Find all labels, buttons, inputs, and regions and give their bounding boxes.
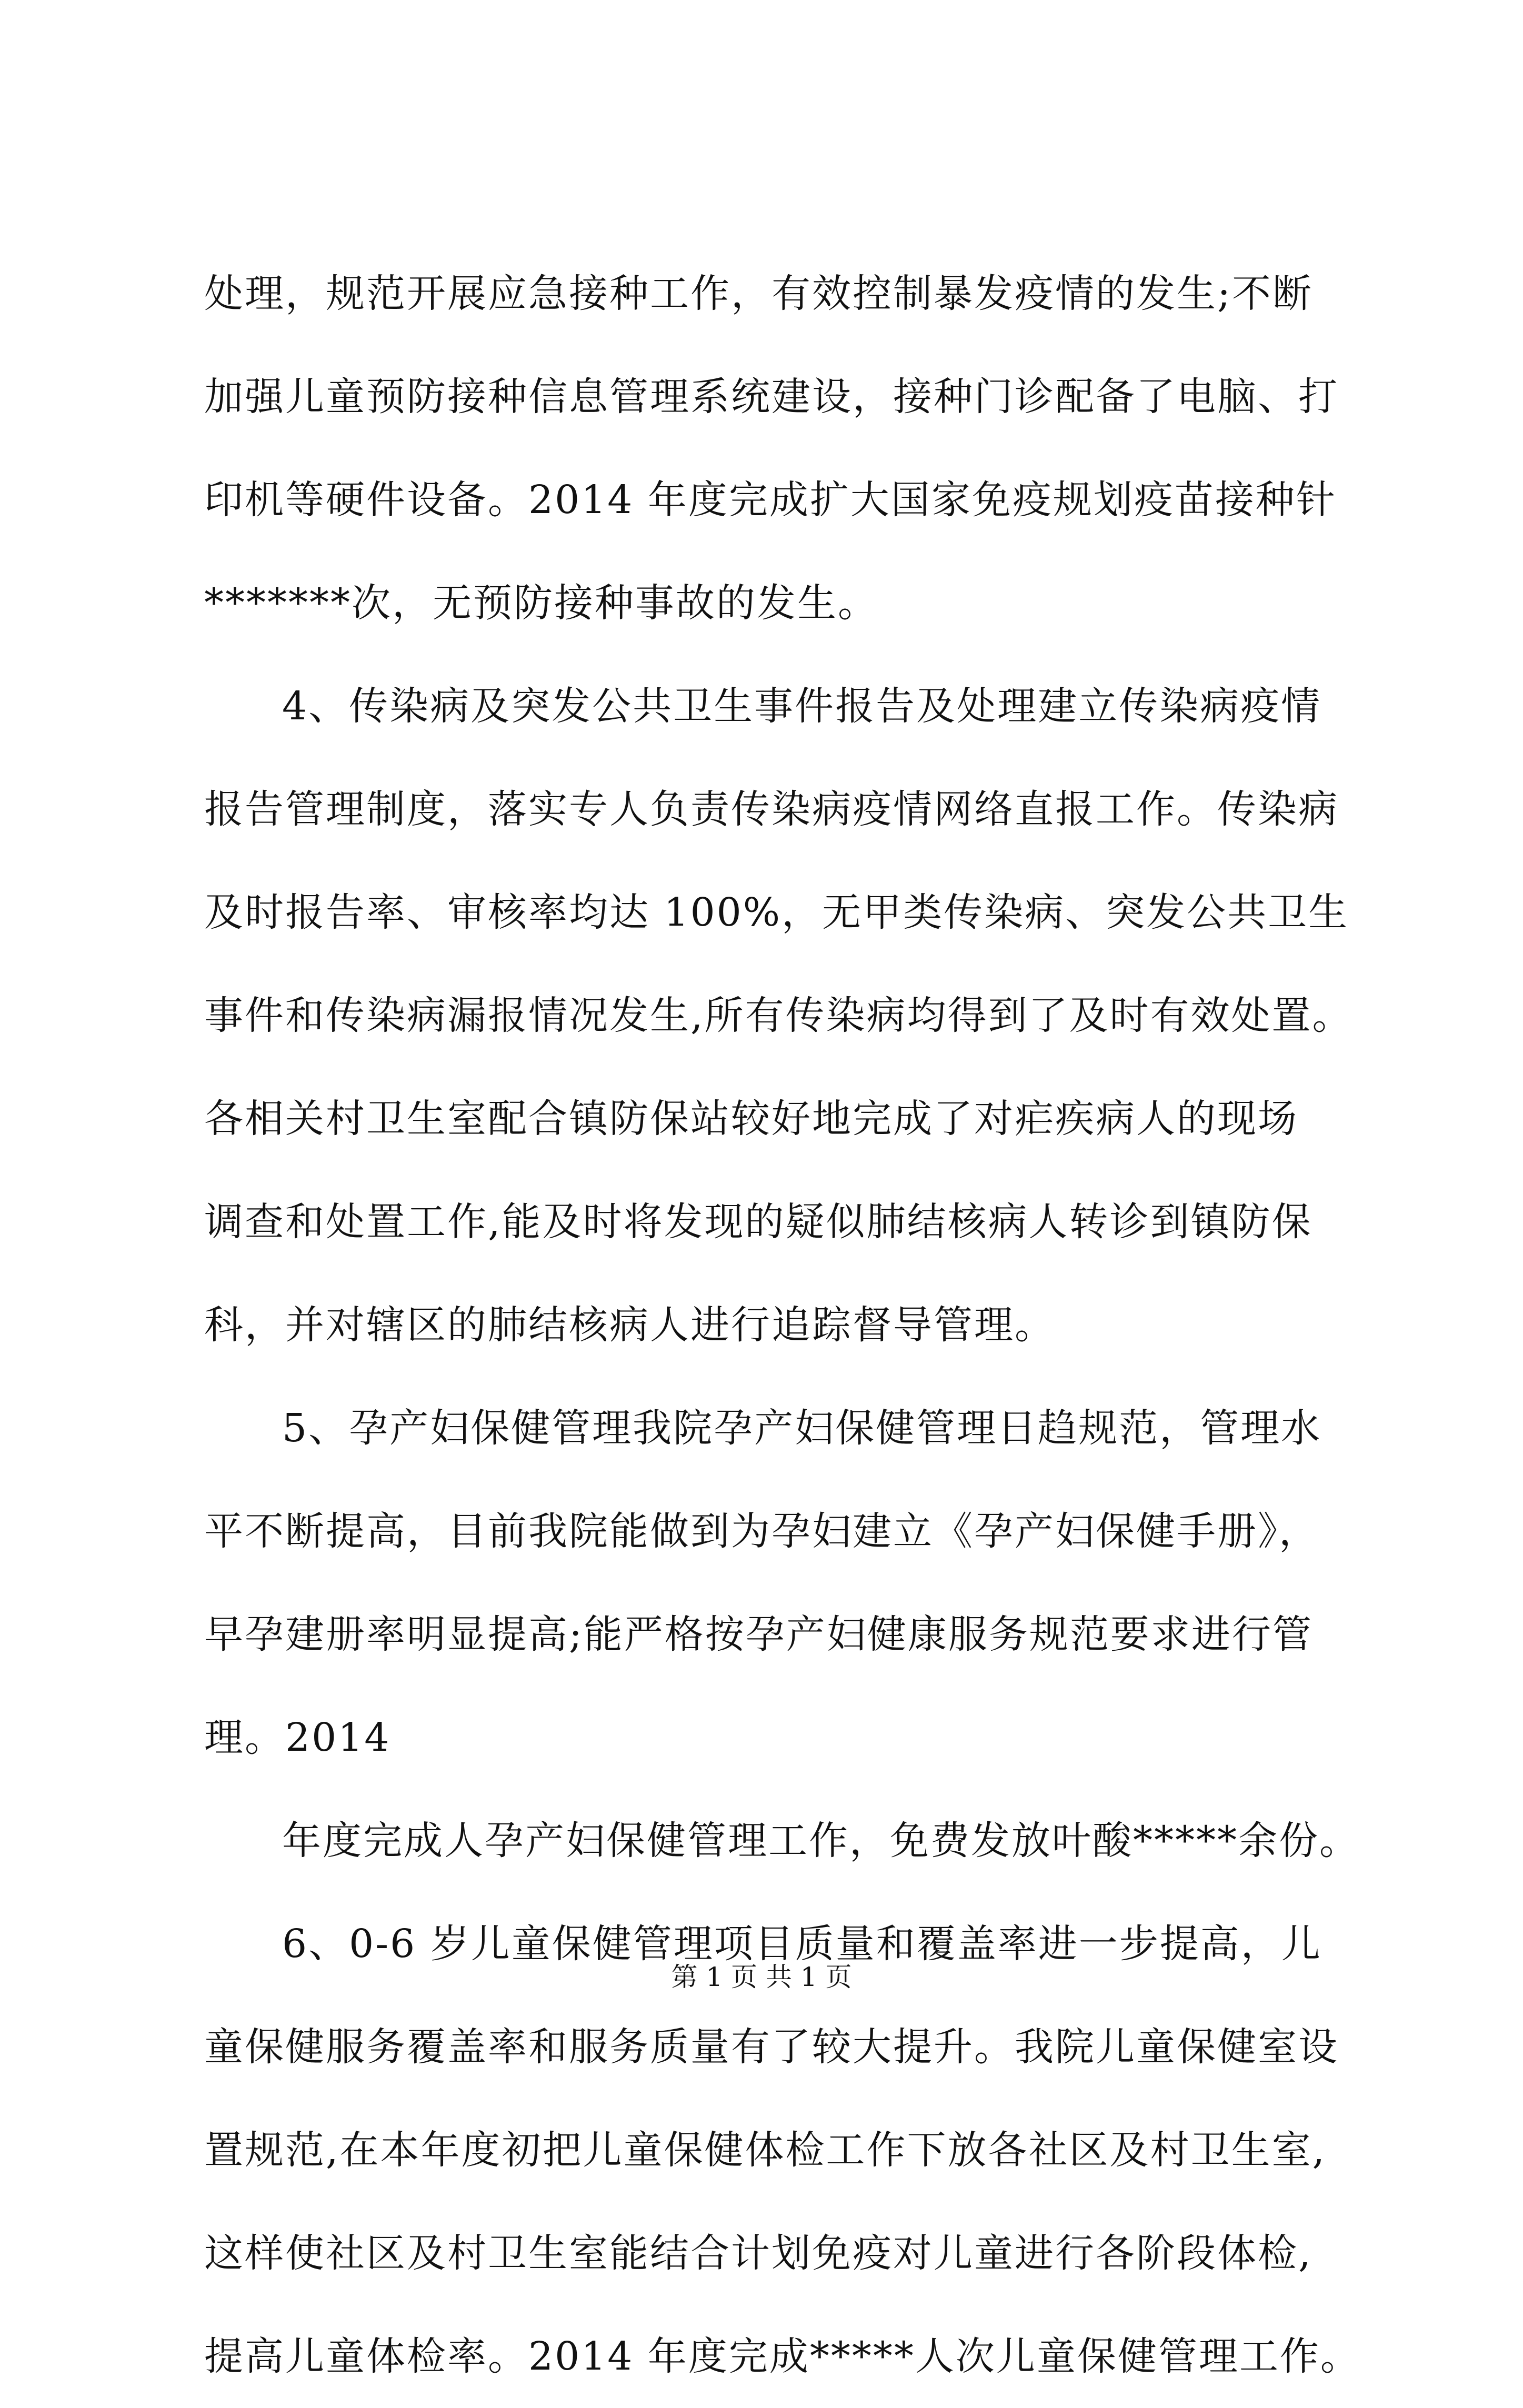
text-line: *******次，无预防接种事故的发生。	[204, 580, 878, 626]
text-line: 平不断提高，目前我院能做到为孕妇建立《孕产妇保健手册》，	[204, 1509, 1319, 1554]
text-line: 加强儿童预防接种信息管理系统建设，接种门诊配备了电脑、打	[204, 374, 1339, 419]
paragraph-start-line: 6、0-6 岁儿童保健管理项目质量和覆盖率进一步提高，儿	[282, 1921, 1322, 1966]
paragraph-start-line: 5、孕产妇保健管理我院孕产妇保健管理日趋规范，管理水	[282, 1406, 1322, 1451]
text-line: 及时报告率、审核率均达 100%，无甲类传染病、突发公共卫生	[204, 890, 1349, 935]
paragraph-start-line: 年度完成人孕产妇保健管理工作，免费发放叶酸*****余份。	[282, 1818, 1360, 1863]
text-line: 这样使社区及村卫生室能结合计划免疫对儿童进行各阶段体检,	[204, 2231, 1312, 2276]
text-line: 早孕建册率明显提高;能严格按孕产妇健康服务规范要求进行管	[204, 1612, 1313, 1657]
document-body	[204, 242, 1361, 2408]
page-footer	[0, 1959, 1523, 1995]
text-line: 置规范,在本年度初把儿童保健体检工作下放各社区及村卫生室,	[204, 2128, 1327, 2173]
text-line: 提高儿童体检率。2014 年度完成*****人次儿童保健管理工作。	[204, 2334, 1361, 2379]
text-line: 童保健服务覆盖率和服务质量有了较大提升。我院儿童保健室设	[204, 2024, 1339, 2070]
text-line: 科，并对辖区的肺结核病人进行追踪督导管理。	[204, 1302, 1055, 1348]
text-line: 各相关村卫生室配合镇防保站较好地完成了对疟疾病人的现场	[204, 1096, 1298, 1141]
page-number-label: 第 1 页 共 1 页	[671, 1962, 852, 1992]
text-line: 调查和处置工作,能及时将发现的疑似肺结核病人转诊到镇防保	[204, 1199, 1312, 1245]
text-line: 事件和传染病漏报情况发生,所有传染病均得到了及时有效处置。	[204, 993, 1353, 1038]
paragraph-start-line: 4、传染病及突发公共卫生事件报告及处理建立传染病疫情	[282, 684, 1322, 729]
text-line: 理。2014	[204, 1715, 391, 1760]
text-line: 报告管理制度，落实专人负责传染病疫情网络直报工作。传染病	[204, 787, 1339, 832]
text-line: 印机等硬件设备。2014 年度完成扩大国家免疫规划疫苗接种针	[204, 477, 1337, 523]
text-line: 处理，规范开展应急接种工作，有效控制暴发疫情的发生;不断	[204, 271, 1313, 316]
